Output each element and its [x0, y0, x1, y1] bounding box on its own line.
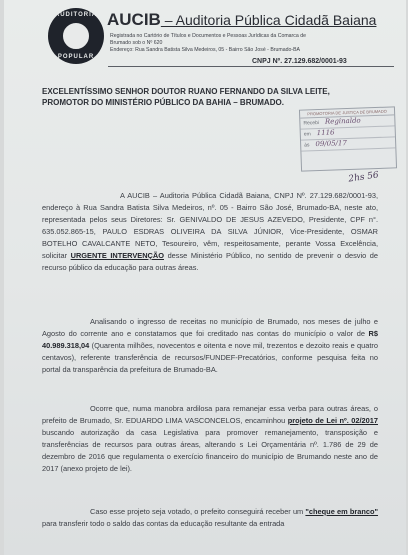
paragraph-text: desse Ministério Público, no sentido de prevenir o desvio de recurso público da educação para outras áreas. [42, 251, 378, 272]
organization-title [107, 10, 376, 30]
cnpj: CNPJ Nº. 27.129.682/0001-93 [252, 58, 347, 65]
addressee [42, 86, 372, 108]
stamp-handwriting: 1116 [316, 128, 335, 138]
stamp-label: às [304, 142, 310, 149]
document-page [4, 0, 406, 555]
header-divider [108, 66, 394, 67]
paragraph-text: A AUCIB – Auditoria Pública Cidadã Baiana, CNPJ Nº. 27.129.682/0001-93, endereço à Rua Sandra Batista Silva Medeiros, nº. 05 - Bairro São José, Brumado-BA, neste ato, representada pelos seus Diretores: Sr. GENIVALDO DE JESUS AZEVEDO, Presidente, CPF n°. 635.052.865-15, PAULO ESDRAS OLIVEIRA DA SILVA JÚNIOR, Vice-Presidente, OSMAR BOTELHO CAVALCANTE NETO, Tesoureiro, vêm, respeitosamente, perante Vossa Excelência, solicitar [42, 191, 378, 260]
receipt-stamp [299, 106, 397, 185]
seal-text-top: AUDITORIA [54, 12, 98, 18]
stamp-scribble: 2hs 56 [347, 170, 379, 185]
paragraph-1 [42, 190, 378, 274]
address-line: Endereço: Rua Sandra Batista Silva Medeiros, 05 - Bairro São José - Brumado-BA [110, 47, 301, 53]
addressee-line-2: PROMOTOR DO MINISTÉRIO PÚBLICO DA BAHIA – BRUMADO. [42, 98, 284, 107]
seal-center-icon [61, 21, 91, 51]
stamp-row-date [301, 137, 395, 151]
emphasized-text: "cheque em branco" [305, 507, 379, 516]
emphasized-text: R$ 40.989.318,04 [42, 329, 378, 350]
stamp-title: PROMOTORIA DE JUSTIÇA DE BRUMADO [300, 107, 394, 118]
registration-line-1: Registrada no Cartório de Títulos e Documentos e Pessoas Jurídicas da Comarca de [110, 33, 306, 39]
paragraph-2 [42, 316, 378, 376]
paragraph-text: (Quarenta milhões, novecentos e oitenta e nove mil, trezentos e dezoito reais e quatro centavos), referente transferência de recursos/FUNDEF-Precatórios, conforme pesquisa feita no portal da transparência da prefeitura de Brumado-BA. [42, 341, 378, 374]
paragraph-text: para transferir todo o saldo das contas da educação resultante da entrada [42, 519, 285, 528]
registration-line-2: Brumado sob o Nº 620 [110, 40, 163, 46]
paragraph-4 [42, 506, 378, 530]
paragraph-3 [42, 403, 378, 475]
addressee-line-1: EXCELENTÍSSIMO SENHOR DOUTOR RUANO FERNANDO DA SILVA LEITE, [42, 87, 330, 96]
stamp-label: Recebi [303, 120, 320, 127]
emphasized-text: projeto de Lei nº. 02/2017 [287, 416, 378, 425]
org-short-name: AUCIB [107, 10, 161, 29]
stamp-label: em [303, 131, 311, 138]
paragraph-text: buscando autorização da casa Legislativa para promover remanejamento, transposição e transferências de recursos para outras áreas, alterando s Lei Orçamentária nº. 1.786 de 29 de dezembro de 2016 que regulamenta o exercício financeiro do município de Brumando neste ano de 2017 (anexo projeto de lei). [42, 428, 378, 473]
emphasized-text: URGENTE INTERVENÇÃO [70, 251, 164, 260]
paragraph-text: Caso esse projeto seja votado, o prefeito conseguirá receber um [90, 507, 306, 516]
stamp-handwriting: 09/05/17 [315, 139, 348, 149]
org-full-name: – Auditoria Pública Cidadã Baiana [160, 12, 377, 28]
paragraph-text: Analisando o ingresso de receitas no município de Brumado, nos meses de julho e Agosto do corrente ano e constatamos que foi creditado nas contas do município o valor de [42, 317, 378, 338]
auditoria-popular-seal-logo [48, 8, 104, 64]
seal-text-bottom: POPULAR [57, 54, 95, 60]
stamp-handwriting: Reginaldo [324, 116, 361, 126]
paragraph-text: Ocorre que, numa manobra ardilosa para remanejar essa verba para outras áreas, o prefeito de Brumado, Sr. EDUARDO LIMA VASCONCELOS, encaminhou [42, 404, 378, 425]
